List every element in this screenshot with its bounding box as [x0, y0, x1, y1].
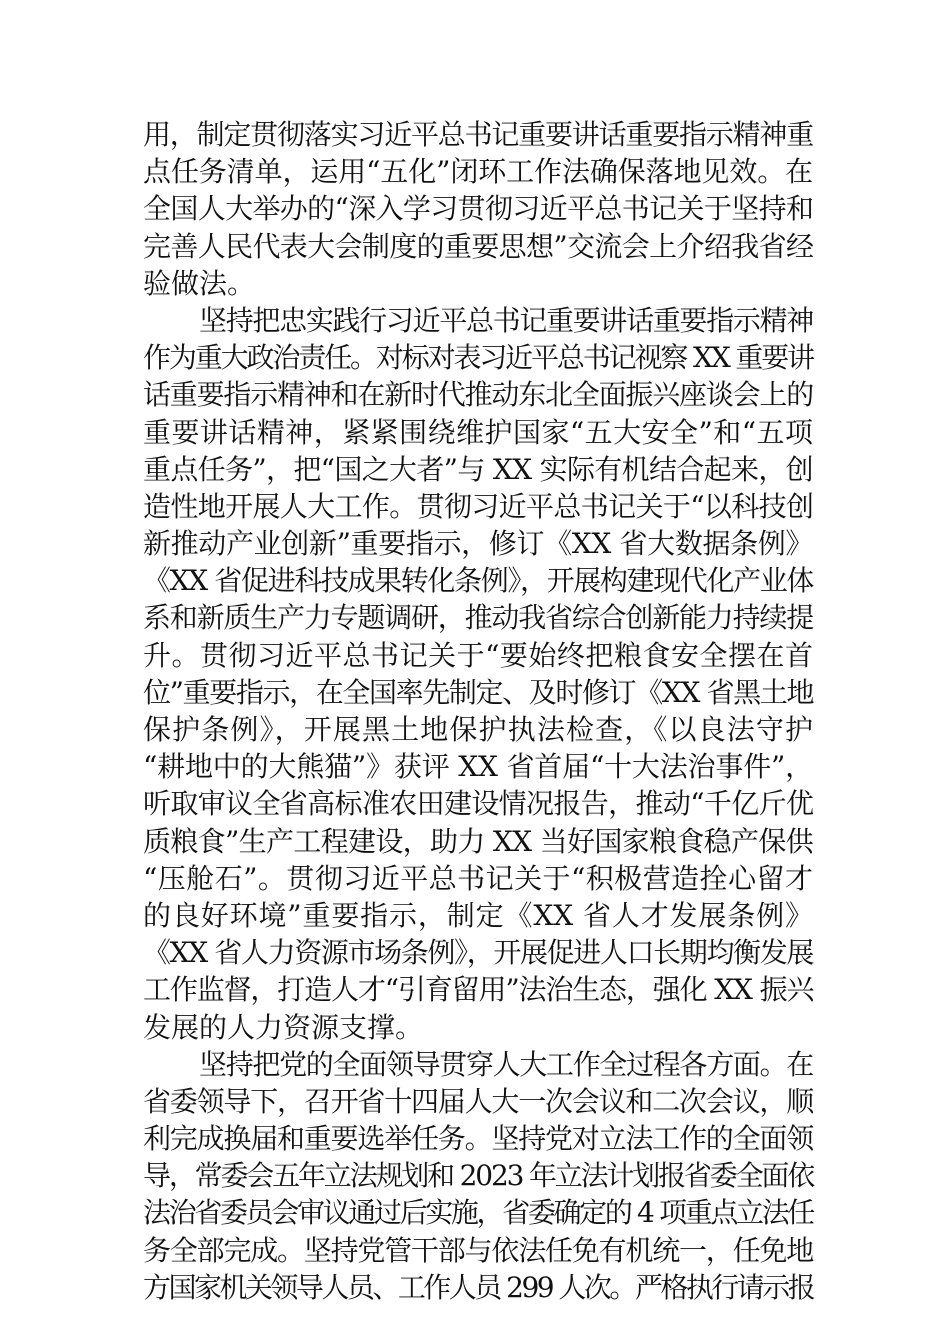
- text-line: 造性地开展人大工作。贯彻习近平总书记关于“以科技创: [143, 489, 814, 523]
- text-line: 作为重大政治责任。对标对表习近平总书记视察 XX 重要讲: [143, 341, 813, 375]
- text-line: 工作监督，打造人才“引育留用”法治生态，强化 XX 振兴: [143, 973, 814, 1007]
- text-line: 全国人大举办的“深入学习贯彻习近平总书记关于坚持和: [143, 192, 814, 226]
- text-line: 位”重要指示，在全国率先制定、及时修订《XX 省黑土地: [143, 675, 814, 709]
- text-line: 务全部完成。坚持党管干部与依法任免有机统一，任免地: [143, 1233, 814, 1267]
- text-line: 《XX 省促进科技成果转化条例》，开展构建现代化产业体: [143, 564, 813, 598]
- text-line: 省委领导下，召开省十四届人大一次会议和二次会议，顺: [143, 1084, 814, 1118]
- text-line: 质粮食”生产工程建设，助力 XX 当好国家粮食稳产保供: [143, 824, 813, 858]
- text-line: 重要讲话精神，紧紧围绕维护国家“五大安全”和“五项: [143, 415, 813, 449]
- text-line: 升。贯彻习近平总书记关于“要始终把粮食安全摆在首: [143, 638, 813, 672]
- text-line: 新推动产业创新”重要指示，修订《XX 省大数据条例》: [143, 527, 814, 561]
- text-line: 完善人民代表大会制度的重要思想”交流会上介绍我省经: [143, 229, 814, 263]
- text-line: “耕地中的大熊猫”》获评 XX 省首届“十大法治事件”，: [143, 750, 813, 784]
- text-line: 保护条例》，开展黑土地保护执法检查，《以良法守护: [143, 713, 813, 746]
- text-line: 用，制定贯彻落实习近平总书记重要讲话重要指示精神重: [143, 118, 814, 151]
- text-line: 《XX 省人力资源市场条例》，开展促进人口长期均衡发展: [143, 936, 813, 970]
- text-line: 点任务清单，运用“五化”闭环工作法确保落地见效。在: [143, 155, 813, 189]
- text-line: 的良好环境”重要指示，制定《XX 省人才发展条例》: [143, 898, 813, 932]
- text-line: 话重要指示精神和在新时代推动东北全面振兴座谈会上的: [143, 378, 814, 412]
- text-line: 听取审议全省高标准农田建设情况报告，推动“千亿斤优: [143, 787, 814, 821]
- text-line: 坚持把忠实践行习近平总书记重要讲话重要指示精神: [199, 303, 814, 337]
- text-line: 系和新质生产力专题调研，推动我省综合创新能力持续提: [143, 601, 814, 635]
- text-line: 利完成换届和重要选举任务。坚持党对立法工作的全面领: [143, 1122, 814, 1156]
- text-line: 重点任务”，把“国之大者”与 XX 实际有机结合起来，创: [143, 452, 813, 486]
- text-line: 法治省委员会审议通过后实施，省委确定的 4 项重点立法任: [143, 1196, 813, 1230]
- text-line: 方国家机关领导人员、工作人员 299 人次。严格执行请示报: [143, 1270, 814, 1304]
- text-line: 坚持把党的全面领导贯穿人大工作全过程各方面。在: [199, 1047, 814, 1081]
- text-line: 验做法。: [143, 266, 256, 300]
- text-line: 发展的人力资源支撑。: [143, 1010, 424, 1044]
- text-line: 导，常委会五年立法规划和 2023 年立法计划报省委全面依: [143, 1159, 814, 1193]
- text-line: “压舱石”。贯彻习近平总书记关于“积极营造拴心留才: [143, 861, 813, 895]
- body-text: [143, 116, 813, 1306]
